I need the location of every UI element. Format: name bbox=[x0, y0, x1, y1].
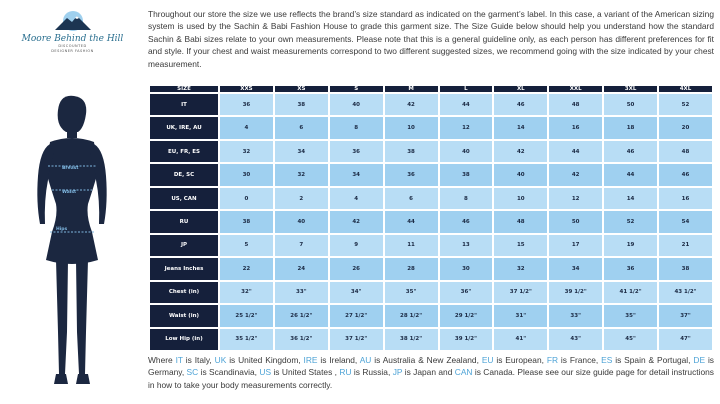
table-cell: 14 bbox=[494, 117, 547, 138]
table-cell: 44 bbox=[385, 211, 438, 232]
table-cell: 34 bbox=[330, 164, 383, 185]
country-code: AU bbox=[359, 355, 372, 365]
size-column-header: XXL bbox=[549, 86, 602, 92]
footnote-text: is Japan and bbox=[402, 367, 455, 378]
row-label: Waist (in) bbox=[150, 305, 218, 326]
row-label: EU, FR, ES bbox=[150, 141, 218, 162]
country-code: RU bbox=[339, 367, 352, 378]
table-cell: 43 1/2" bbox=[659, 282, 712, 303]
row-label: IT bbox=[150, 94, 218, 115]
size-column-header: 4XL bbox=[659, 86, 712, 92]
footnote-text: is United Kingdom, bbox=[226, 355, 304, 365]
table-cell: 5 bbox=[220, 235, 273, 256]
size-column-header: 3XL bbox=[604, 86, 657, 92]
table-cell: 29 1/2" bbox=[440, 305, 493, 326]
table-cell: 14 bbox=[604, 188, 657, 209]
table-cell: 42 bbox=[549, 164, 602, 185]
table-cell: 47" bbox=[659, 329, 712, 350]
table-row bbox=[150, 164, 712, 185]
table-cell: 36 1/2" bbox=[275, 329, 328, 350]
table-cell: 37 1/2" bbox=[330, 329, 383, 350]
brand-name: Moore Behind the Hill bbox=[21, 34, 124, 44]
table-cell: 40 bbox=[275, 211, 328, 232]
row-label: JP bbox=[150, 235, 218, 256]
size-column-header: XS bbox=[275, 86, 328, 92]
table-cell: 35" bbox=[385, 282, 438, 303]
table-cell: 41" bbox=[494, 329, 547, 350]
table-row bbox=[150, 141, 712, 162]
table-cell: 44 bbox=[604, 164, 657, 185]
table-cell: 36" bbox=[440, 282, 493, 303]
table-cell: 46 bbox=[440, 211, 493, 232]
table-cell: 2 bbox=[275, 188, 328, 209]
table-cell: 31" bbox=[494, 305, 547, 326]
row-label: Low Hip (in) bbox=[150, 329, 218, 350]
table-row bbox=[150, 305, 712, 326]
row-label: DE, SC bbox=[150, 164, 218, 185]
table-cell: 34 bbox=[549, 258, 602, 279]
table-cell: 4 bbox=[220, 117, 273, 138]
bust-label: Breast bbox=[62, 166, 79, 171]
table-cell: 32 bbox=[220, 141, 273, 162]
size-guide-table bbox=[148, 84, 714, 352]
table-cell: 36 bbox=[330, 141, 383, 162]
table-cell: 7 bbox=[275, 235, 328, 256]
footnote-text: is Australia & New Zealand, bbox=[371, 355, 482, 365]
table-cell: 33" bbox=[275, 282, 328, 303]
table-cell: 42 bbox=[330, 211, 383, 232]
footnote-text: is Germany, bbox=[148, 355, 714, 378]
table-cell: 12 bbox=[549, 188, 602, 209]
table-cell: 45" bbox=[604, 329, 657, 350]
country-code: EU bbox=[481, 355, 494, 365]
table-cell: 40 bbox=[494, 164, 547, 185]
table-cell: 38 bbox=[659, 258, 712, 279]
table-cell: 32 bbox=[275, 164, 328, 185]
table-cell: 35 1/2" bbox=[220, 329, 273, 350]
intro-paragraph: Throughout our store the size we use reflects the brand’s size standard as indicated on the garment’s label. In this case, a variant of the American sizing system is used by the Sachin & Babi Fashion House to grade this garment size. The Size Guide below should help you understand how the standard Sachin & Babi sizes relate to your own measurements. Please note that this is a general guideline only, as each person has different preferences for fit and style. If your chest and waist measurements correspond to two different suggested sizes, we recommend going with the size indicated by your chest measurement. bbox=[148, 9, 714, 69]
table-row bbox=[150, 282, 712, 303]
waist-label: Waist bbox=[62, 190, 77, 195]
table-cell: 9 bbox=[330, 235, 383, 256]
table-cell: 40 bbox=[440, 141, 493, 162]
size-column-header: M bbox=[385, 86, 438, 92]
table-cell: 16 bbox=[549, 117, 602, 138]
country-code: FR bbox=[546, 355, 559, 365]
table-cell: 26 bbox=[330, 258, 383, 279]
size-column-header: XL bbox=[494, 86, 547, 92]
table-cell: 48 bbox=[659, 141, 712, 162]
table-row bbox=[150, 94, 712, 115]
table-cell: 32 bbox=[494, 258, 547, 279]
table-cell: 19 bbox=[604, 235, 657, 256]
table-cell: 28 1/2" bbox=[385, 305, 438, 326]
country-code: SC bbox=[186, 367, 199, 378]
footnote-text: is United States , bbox=[271, 367, 340, 378]
brand-logo[interactable] bbox=[20, 10, 125, 54]
country-code: IRE bbox=[303, 355, 318, 365]
table-cell: 17 bbox=[549, 235, 602, 256]
size-column-header: XXS bbox=[220, 86, 273, 92]
row-label: Jeans Inches bbox=[150, 258, 218, 279]
left-panel bbox=[0, 0, 145, 404]
row-label: UK, IRE, AU bbox=[150, 117, 218, 138]
table-cell: 40 bbox=[330, 94, 383, 115]
size-column-header: S bbox=[330, 86, 383, 92]
table-cell: 36 bbox=[385, 164, 438, 185]
table-cell: 41 1/2" bbox=[604, 282, 657, 303]
table-row bbox=[150, 117, 712, 138]
brand-tagline-1: DISCOUNTED bbox=[58, 44, 87, 48]
country-code: ES bbox=[601, 355, 613, 365]
table-cell: 30 bbox=[220, 164, 273, 185]
footnote-text: is European, bbox=[493, 355, 547, 365]
hips-label: Hips bbox=[56, 227, 68, 232]
table-cell: 35" bbox=[604, 305, 657, 326]
table-cell: 32" bbox=[220, 282, 273, 303]
footnote-text: Where bbox=[148, 355, 176, 365]
table-cell: 37 1/2" bbox=[494, 282, 547, 303]
table-cell: 6 bbox=[275, 117, 328, 138]
table-cell: 15 bbox=[494, 235, 547, 256]
row-label: Chest (in) bbox=[150, 282, 218, 303]
table-cell: 12 bbox=[440, 117, 493, 138]
size-corner-header: SIZE bbox=[150, 86, 218, 92]
table-cell: 38 bbox=[385, 141, 438, 162]
table-cell: 46 bbox=[494, 94, 547, 115]
table-row bbox=[150, 211, 712, 232]
table-cell: 33" bbox=[549, 305, 602, 326]
table-cell: 13 bbox=[440, 235, 493, 256]
table-cell: 24 bbox=[275, 258, 328, 279]
table-cell: 34 bbox=[275, 141, 328, 162]
size-column-header: L bbox=[440, 86, 493, 92]
table-cell: 44 bbox=[549, 141, 602, 162]
table-cell: 6 bbox=[385, 188, 438, 209]
table-cell: 38 bbox=[220, 211, 273, 232]
footnote-text: is Russia, bbox=[351, 367, 393, 378]
table-cell: 25 1/2" bbox=[220, 305, 273, 326]
body-silhouette bbox=[22, 92, 122, 392]
table-cell: 48 bbox=[494, 211, 547, 232]
table-cell: 46 bbox=[659, 164, 712, 185]
table-cell: 38 1/2" bbox=[385, 329, 438, 350]
country-code: JP bbox=[392, 367, 403, 378]
row-label: RU bbox=[150, 211, 218, 232]
size-header-row bbox=[150, 86, 712, 92]
country-code: DE bbox=[693, 355, 706, 365]
footnote-text: is France, bbox=[558, 355, 602, 365]
table-cell: 0 bbox=[220, 188, 273, 209]
table-cell: 50 bbox=[604, 94, 657, 115]
table-cell: 28 bbox=[385, 258, 438, 279]
table-cell: 21 bbox=[659, 235, 712, 256]
footnote-text: is Ireland, bbox=[317, 355, 360, 365]
table-cell: 11 bbox=[385, 235, 438, 256]
table-cell: 54 bbox=[659, 211, 712, 232]
brand-tagline-2: DESIGNER FASHION bbox=[51, 49, 94, 53]
footnote-text: is Italy, bbox=[182, 355, 215, 365]
table-cell: 22 bbox=[220, 258, 273, 279]
table-cell: 34" bbox=[330, 282, 383, 303]
country-code: US bbox=[259, 367, 272, 378]
row-label: US, CAN bbox=[150, 188, 218, 209]
table-cell: 43" bbox=[549, 329, 602, 350]
table-cell: 36 bbox=[604, 258, 657, 279]
table-cell: 42 bbox=[494, 141, 547, 162]
table-cell: 48 bbox=[549, 94, 602, 115]
table-cell: 10 bbox=[385, 117, 438, 138]
country-code: CAN bbox=[454, 367, 473, 378]
table-cell: 39 1/2" bbox=[549, 282, 602, 303]
footnote-text: is Spain & Portugal, bbox=[612, 355, 694, 365]
table-cell: 46 bbox=[604, 141, 657, 162]
size-table-body bbox=[150, 94, 712, 350]
legend-footnote bbox=[148, 354, 714, 391]
table-cell: 8 bbox=[440, 188, 493, 209]
table-cell: 30 bbox=[440, 258, 493, 279]
table-row bbox=[150, 329, 712, 350]
footnote-text: is Scandinavia, bbox=[198, 367, 260, 378]
table-cell: 16 bbox=[659, 188, 712, 209]
table-cell: 37" bbox=[659, 305, 712, 326]
table-cell: 36 bbox=[220, 94, 273, 115]
table-cell: 50 bbox=[549, 211, 602, 232]
country-code: UK bbox=[214, 355, 227, 365]
mountain-logo-icon bbox=[51, 10, 95, 32]
table-cell: 38 bbox=[440, 164, 493, 185]
table-cell: 4 bbox=[330, 188, 383, 209]
table-cell: 18 bbox=[604, 117, 657, 138]
table-cell: 20 bbox=[659, 117, 712, 138]
table-cell: 44 bbox=[440, 94, 493, 115]
table-cell: 52 bbox=[604, 211, 657, 232]
table-cell: 52 bbox=[659, 94, 712, 115]
table-row bbox=[150, 188, 712, 209]
table-cell: 8 bbox=[330, 117, 383, 138]
table-row bbox=[150, 258, 712, 279]
table-cell: 27 1/2" bbox=[330, 305, 383, 326]
table-cell: 10 bbox=[494, 188, 547, 209]
table-cell: 38 bbox=[275, 94, 328, 115]
table-cell: 26 1/2" bbox=[275, 305, 328, 326]
table-cell: 39 1/2" bbox=[440, 329, 493, 350]
table-row bbox=[150, 235, 712, 256]
table-cell: 42 bbox=[385, 94, 438, 115]
country-code: IT bbox=[175, 355, 183, 365]
footnote-text: is Canada. Please see our size guide page for detail instructions in how to take your body measurements correctly. bbox=[148, 367, 714, 390]
